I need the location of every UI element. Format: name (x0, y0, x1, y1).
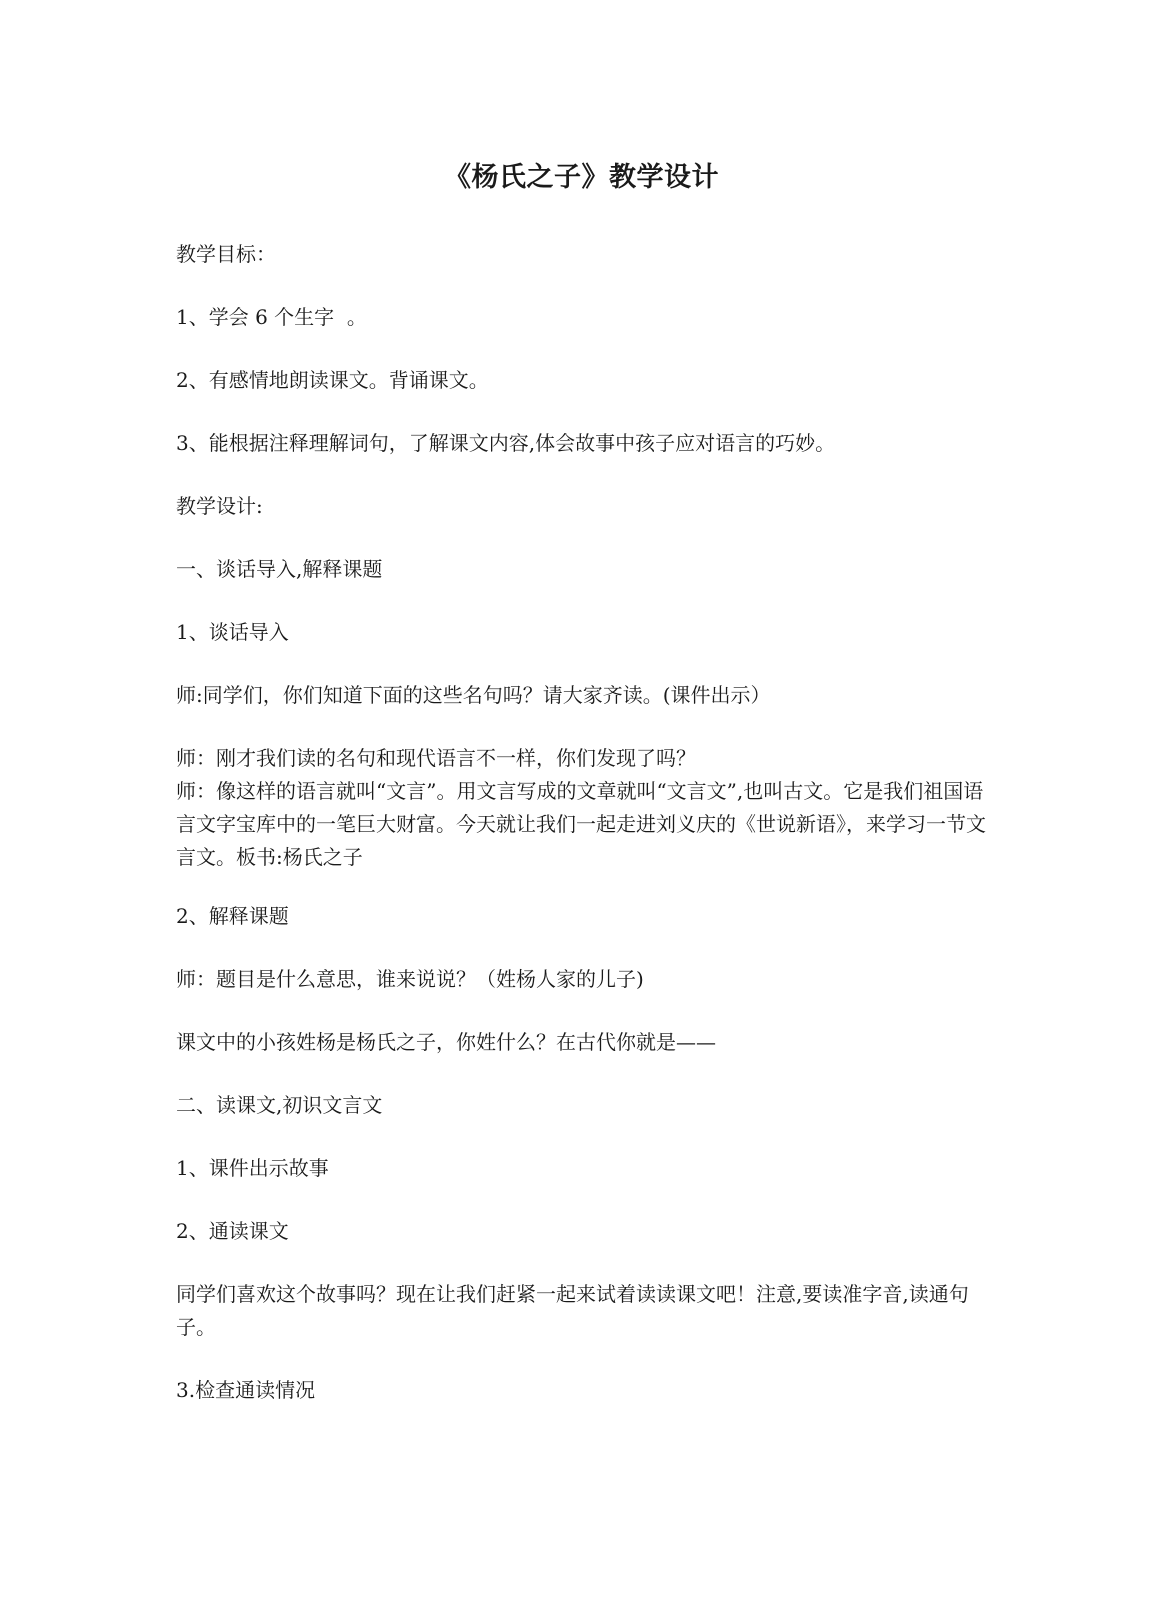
step-heading: 1、课件出示故事 (176, 1156, 329, 1180)
body-text: 课文中的小孩姓杨是杨氏之子，你姓什么？在古代你就是—— (176, 1030, 716, 1054)
part-heading-2: 二、读课文,初识文言文 (176, 1093, 383, 1117)
section-heading-design: 教学设计: (176, 494, 263, 518)
section-heading-objectives: 教学目标： (176, 242, 276, 266)
teacher-explanation: 师：刚才我们读的名句和现代语言不一样，你们发现了吗？ 师：像这样的语言就叫“文言”。用文言写成的文章就叫“文言文”,也叫古文。它是我们祖国语言文字宝库中的一笔巨大财富。今天就让我们一起走进刘义庆的《世说新语》，来学习一节文言文。板书:杨氏之子 (176, 746, 986, 869)
body-text: 同学们喜欢这个故事吗？现在让我们赶紧一起来试着读读课文吧！注意,要读准字音,读通句子。 (176, 1282, 969, 1339)
objective-item-3: 3、能根据注释理解词句，了解课文内容,体会故事中孩子应对语言的巧妙。 (176, 431, 836, 455)
step-heading: 2、通读课文 (176, 1219, 289, 1243)
teacher-line: 师：题目是什么意思，谁来说说？（姓杨人家的儿子) (176, 967, 644, 991)
step-heading: 2、解释课题 (176, 904, 289, 928)
document-title: 《杨氏之子》教学设计 (444, 162, 719, 193)
step-heading: 3.检查通读情况 (176, 1378, 316, 1402)
part-heading-1: 一、谈话导入,解释课题 (176, 557, 383, 581)
step-heading: 1、谈话导入 (176, 620, 289, 644)
teacher-line: 师:同学们，你们知道下面的这些名句吗？请大家齐读。(课件出示） (176, 683, 771, 707)
objective-item-2: 2、有感情地朗读课文。背诵课文。 (176, 368, 489, 392)
objective-item-1: 1、学会 6 个生字 。 (176, 305, 367, 329)
